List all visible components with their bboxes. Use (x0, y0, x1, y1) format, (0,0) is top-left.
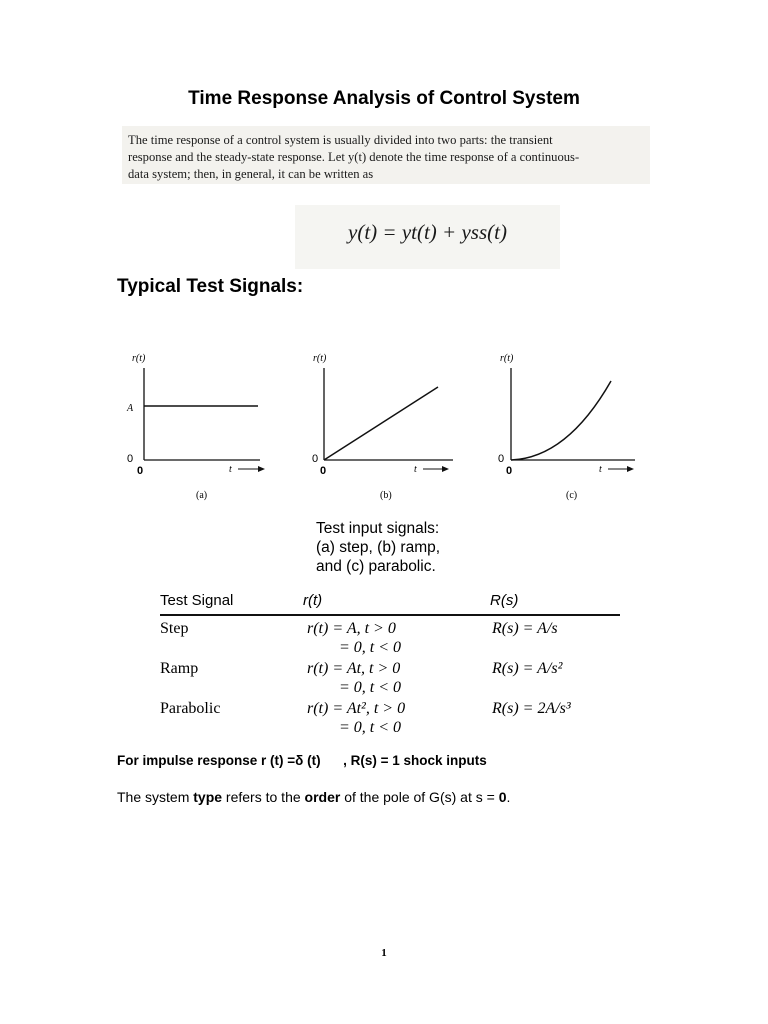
graph-step (126, 353, 265, 501)
intro-paragraph (128, 132, 648, 183)
note-type-word: type (193, 789, 223, 805)
note-part-3: of the pole of G(s) at s = (340, 789, 499, 805)
graph-b-y-zero: 0 (312, 453, 319, 465)
note-period: . (506, 789, 511, 805)
graph-b-x-zero: 0 (320, 465, 327, 477)
table-row-ramp-rt: r(t) = At, t > 0 (307, 660, 401, 677)
page-title: Time Response Analysis of Control System (188, 88, 580, 109)
note-part-1: The system (117, 789, 194, 805)
caption-line-1: Test input signals: (316, 520, 440, 537)
table-row-parabolic-name: Parabolic (160, 700, 221, 717)
table-row-parabolic-rt-zero: = 0, t < 0 (339, 719, 402, 736)
graph-a-y-zero: 0 (127, 453, 134, 465)
graph-b-xlabel: t (414, 464, 417, 475)
note-zero: 0 (498, 789, 507, 805)
ramp-signal-line (324, 387, 438, 460)
system-type-note (117, 789, 510, 805)
graph-c-x-zero: 0 (506, 465, 513, 477)
graphs-caption (316, 519, 440, 576)
table-row-ramp-rs: R(s) = A/s² (492, 660, 563, 677)
graph-b-label: (b) (380, 490, 392, 501)
section-heading: Typical Test Signals: (117, 276, 304, 297)
table-row-step-rs: R(s) = A/s (492, 620, 558, 637)
note-order-word: order (304, 789, 341, 805)
graph-c-label: (c) (566, 490, 578, 501)
table-row-step-rt: r(t) = A, t > 0 (307, 620, 396, 637)
table-header-rule (160, 614, 620, 616)
graph-ramp (312, 353, 453, 501)
graph-a-label: (a) (196, 490, 208, 501)
graph-a-arrowhead (258, 466, 265, 472)
parabolic-signal-curve (511, 381, 611, 460)
table-row-step-rt-zero: = 0, t < 0 (339, 639, 402, 656)
graph-b-arrowhead (442, 466, 449, 472)
intro-line-1: The time response of a control system is usually divided into two parts: the transient (128, 133, 553, 147)
graph-c-y-zero: 0 (498, 453, 505, 465)
table-header-rt: r(t) (303, 592, 323, 609)
caption-line-2: (a) step, (b) ramp, (316, 539, 441, 556)
note-part-2: refers to the (222, 789, 305, 805)
graph-b-ylabel: r(t) (313, 353, 327, 364)
graph-a-level-label: A (127, 403, 134, 414)
table-row-ramp-rt-zero: = 0, t < 0 (339, 679, 402, 696)
graph-a-xlabel: t (229, 464, 232, 475)
intro-line-3: data system; then, in general, it can be written as (128, 167, 374, 181)
page-number: 1 (381, 947, 387, 959)
table-row-parabolic-rt: r(t) = At², t > 0 (307, 700, 406, 717)
graph-c-ylabel: r(t) (500, 353, 514, 364)
graph-c-arrowhead (627, 466, 634, 472)
graph-c-xlabel: t (599, 464, 602, 475)
graph-a-x-zero: 0 (137, 465, 144, 477)
graph-a-ylabel: r(t) (132, 353, 146, 364)
table-row-parabolic-rs: R(s) = 2A/s³ (492, 700, 571, 717)
graph-parabolic (498, 353, 635, 501)
intro-line-2: response and the steady-state response. Let y(t) denote the time response of a continuous- (128, 150, 580, 164)
caption-line-3: and (c) parabolic. (316, 558, 436, 575)
table-header-rs: R(s) (490, 592, 519, 609)
impulse-note: For impulse response r (t) =δ (t) , R(s) = 1 shock inputs (117, 753, 487, 768)
table-row-ramp-name: Ramp (160, 660, 199, 677)
table-row-step-name: Step (160, 620, 189, 637)
table-header-signal: Test Signal (160, 592, 234, 609)
time-response-equation: y(t) = yt(t) + yss(t) (348, 220, 507, 244)
test-signal-graphs (115, 343, 655, 513)
